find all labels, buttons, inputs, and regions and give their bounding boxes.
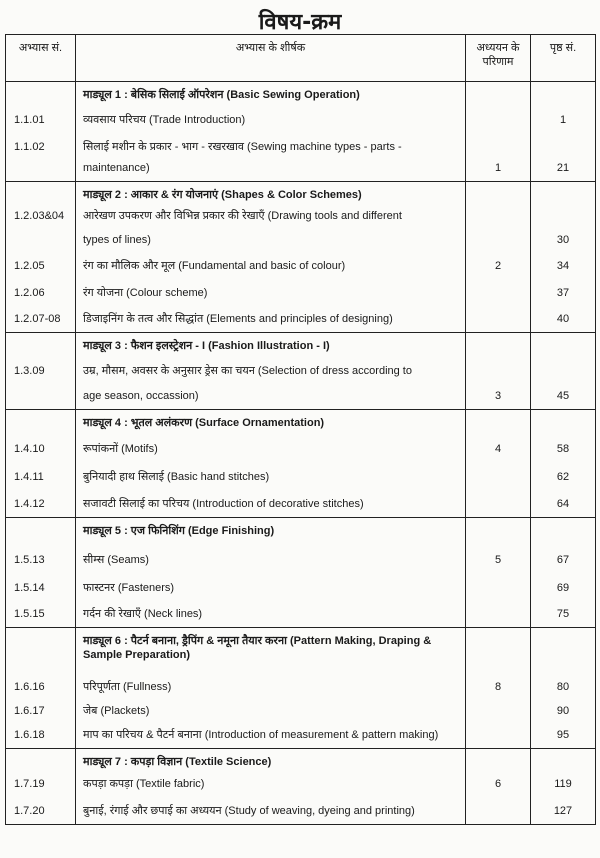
exercise-row [6, 133, 596, 160]
exercise-row [6, 545, 596, 573]
learning-outcome: 6 [466, 771, 531, 797]
page-number: 37 [531, 279, 596, 306]
exercise-row [6, 462, 596, 490]
module-heading-cell [76, 182, 466, 209]
learning-outcome: 4 [466, 433, 531, 462]
page-number: 80 [531, 675, 596, 700]
module-heading-row [6, 182, 596, 209]
page-number [531, 209, 596, 229]
exercise-title: आरेखण उपकरण और विभिन्न प्रकार की रेखाएँ (Drawing tools and different [76, 209, 466, 229]
page-number: 62 [531, 462, 596, 490]
module-heading: माड्यूल 1 : बेसिक सिलाई ऑपरेशन (Basic Sewing Operation) [83, 89, 360, 101]
learning-outcome [466, 360, 531, 384]
exercise-row [6, 229, 596, 253]
learning-outcome [466, 306, 531, 333]
module-page-cell [531, 410, 596, 433]
module-heading-cell [76, 333, 466, 360]
learning-outcome: 3 [466, 384, 531, 410]
exercise-number: 1.4.11 [6, 462, 76, 490]
page-number: 95 [531, 724, 596, 749]
page-number: 1 [531, 108, 596, 133]
exercise-number: 1.1.01 [6, 108, 76, 133]
header-outcome: अध्ययन के परिणाम [466, 35, 531, 82]
page-number: 21 [531, 160, 596, 182]
header-page: पृष्ठ सं. [531, 35, 596, 82]
module-outcome-cell [466, 749, 531, 771]
exercise-row [6, 384, 596, 410]
header-row [6, 35, 596, 82]
page-number [531, 133, 596, 160]
module-num-cell [6, 749, 76, 771]
header-title: अभ्यास के शीर्षक [76, 35, 466, 82]
exercise-title: डिजाइनिंग के तत्व और सिद्धांत (Elements and principles of designing) [76, 306, 466, 333]
module-num-cell [6, 410, 76, 433]
page-number: 75 [531, 601, 596, 628]
exercise-number: 1.2.05 [6, 253, 76, 279]
exercise-row [6, 601, 596, 628]
page-number: 40 [531, 306, 596, 333]
exercise-title: माप का परिचय & पैटर्न बनाना (Introduction of measurement & pattern making) [76, 724, 466, 749]
exercise-title: रंग का मौलिक और मूल (Fundamental and basic of colour) [76, 253, 466, 279]
exercise-row [6, 160, 596, 182]
page-number: 69 [531, 573, 596, 601]
learning-outcome [466, 209, 531, 229]
learning-outcome [466, 133, 531, 160]
module-page-cell [531, 749, 596, 771]
module-heading: माड्यूल 2 : आकार & रंग योजनाएं (Shapes & Color Schemes) [83, 189, 362, 201]
exercise-row [6, 797, 596, 825]
exercise-number: 1.4.10 [6, 433, 76, 462]
module-heading-row [6, 410, 596, 433]
exercise-title: रूपांकनों (Motifs) [76, 433, 466, 462]
page-number: 45 [531, 384, 596, 410]
contents-table [5, 34, 596, 825]
module-page-cell [531, 518, 596, 545]
module-heading-row [6, 518, 596, 545]
module-heading: माड्यूल 3 : फैशन इलस्ट्रेशन - I (Fashion Illustration - I) [83, 340, 330, 352]
exercise-title: सीम्स (Seams) [76, 545, 466, 573]
module-outcome-cell [466, 410, 531, 433]
module-outcome-cell [466, 333, 531, 360]
learning-outcome: 5 [466, 545, 531, 573]
module-outcome-cell [466, 182, 531, 209]
exercise-row [6, 573, 596, 601]
module-heading-row [6, 628, 596, 675]
learning-outcome [466, 797, 531, 825]
contents-body [6, 82, 596, 825]
exercise-number: 1.5.13 [6, 545, 76, 573]
exercise-row [6, 306, 596, 333]
exercise-number: 1.3.09 [6, 360, 76, 384]
module-page-cell [531, 628, 596, 675]
exercise-row [6, 724, 596, 749]
module-heading-cell [76, 82, 466, 108]
exercise-title: सिलाई मशीन के प्रकार - भाग - रखरखाव (Sewing machine types - parts - [76, 133, 466, 160]
module-outcome-cell [466, 82, 531, 108]
exercise-number: 1.2.03&04 [6, 209, 76, 229]
module-heading-cell [76, 628, 466, 675]
exercise-title: गर्दन की रेखाएँ (Neck lines) [76, 601, 466, 628]
page-number [531, 360, 596, 384]
exercise-number: 1.4.12 [6, 490, 76, 518]
learning-outcome [466, 724, 531, 749]
exercise-row [6, 209, 596, 229]
learning-outcome [466, 229, 531, 253]
exercise-title: परिपूर्णता (Fullness) [76, 675, 466, 700]
module-num-cell [6, 518, 76, 545]
page-number: 34 [531, 253, 596, 279]
module-num-cell [6, 182, 76, 209]
exercise-title: जेब (Plackets) [76, 700, 466, 724]
exercise-title: रंग योजना (Colour scheme) [76, 279, 466, 306]
exercise-row [6, 490, 596, 518]
page-number: 30 [531, 229, 596, 253]
learning-outcome [466, 700, 531, 724]
exercise-number: 1.6.17 [6, 700, 76, 724]
exercise-title: व्यवसाय परिचय (Trade Introduction) [76, 108, 466, 133]
module-page-cell [531, 82, 596, 108]
module-heading-row [6, 749, 596, 771]
module-page-cell [531, 182, 596, 209]
page-number: 119 [531, 771, 596, 797]
exercise-title: types of lines) [76, 229, 466, 253]
module-heading-row [6, 333, 596, 360]
exercise-number: 1.7.19 [6, 771, 76, 797]
exercise-title: कपड़ा कपड़ा (Textile fabric) [76, 771, 466, 797]
exercise-row [6, 433, 596, 462]
module-page-cell [531, 333, 596, 360]
exercise-number: 1.6.18 [6, 724, 76, 749]
exercise-row [6, 700, 596, 724]
module-num-cell [6, 333, 76, 360]
module-num-cell [6, 628, 76, 675]
exercise-title: फास्टनर (Fasteners) [76, 573, 466, 601]
exercise-number: 1.2.07-08 [6, 306, 76, 333]
module-heading-row [6, 82, 596, 108]
exercise-title: बुनाई, रंगाई और छपाई का अध्ययन (Study of weaving, dyeing and printing) [76, 797, 466, 825]
page-number: 58 [531, 433, 596, 462]
exercise-row [6, 253, 596, 279]
exercise-title: बुनियादी हाथ सिलाई (Basic hand stitches) [76, 462, 466, 490]
exercise-title: सजावटी सिलाई का परिचय (Introduction of decorative stitches) [76, 490, 466, 518]
header-num: अभ्यास सं. [6, 35, 76, 82]
module-heading-cell [76, 518, 466, 545]
exercise-title: age season, occassion) [76, 384, 466, 410]
module-heading-cell [76, 749, 466, 771]
exercise-number: 1.7.20 [6, 797, 76, 825]
exercise-number: 1.5.15 [6, 601, 76, 628]
module-outcome-cell [466, 628, 531, 675]
learning-outcome [466, 108, 531, 133]
learning-outcome [466, 279, 531, 306]
exercise-row [6, 360, 596, 384]
learning-outcome [466, 462, 531, 490]
exercise-row [6, 771, 596, 797]
page-number: 90 [531, 700, 596, 724]
exercise-number: 1.6.16 [6, 675, 76, 700]
exercise-number: 1.1.02 [6, 133, 76, 160]
exercise-number [6, 384, 76, 410]
exercise-number: 1.2.06 [6, 279, 76, 306]
page-number: 67 [531, 545, 596, 573]
module-heading: माड्यूल 6 : पैटर्न बनाना, ड्रैपिंग & नमूना तैयार करना (Pattern Making, Draping & Sample Preparation) [83, 635, 432, 661]
learning-outcome [466, 490, 531, 518]
exercise-title: उम्र, मौसम, अवसर के अनुसार ड्रेस का चयन (Selection of dress according to [76, 360, 466, 384]
exercise-title: maintenance) [76, 160, 466, 182]
exercise-number: 1.5.14 [6, 573, 76, 601]
module-heading: माड्यूल 7 : कपड़ा विज्ञान (Textile Science) [83, 756, 272, 768]
exercise-row [6, 108, 596, 133]
module-heading: माड्यूल 5 : एज फिनिशिंग (Edge Finishing) [83, 525, 275, 537]
page-title: विषय-क्रम [258, 10, 342, 35]
learning-outcome: 1 [466, 160, 531, 182]
learning-outcome: 2 [466, 253, 531, 279]
page-number: 64 [531, 490, 596, 518]
exercise-row [6, 279, 596, 306]
learning-outcome [466, 601, 531, 628]
module-outcome-cell [466, 518, 531, 545]
module-heading: माड्यूल 4 : भूतल अलंकरण (Surface Ornamentation) [83, 417, 325, 429]
exercise-row [6, 675, 596, 700]
page-number: 127 [531, 797, 596, 825]
module-heading-cell [76, 410, 466, 433]
exercise-number [6, 229, 76, 253]
exercise-number [6, 160, 76, 182]
learning-outcome: 8 [466, 675, 531, 700]
learning-outcome [466, 573, 531, 601]
module-num-cell [6, 82, 76, 108]
